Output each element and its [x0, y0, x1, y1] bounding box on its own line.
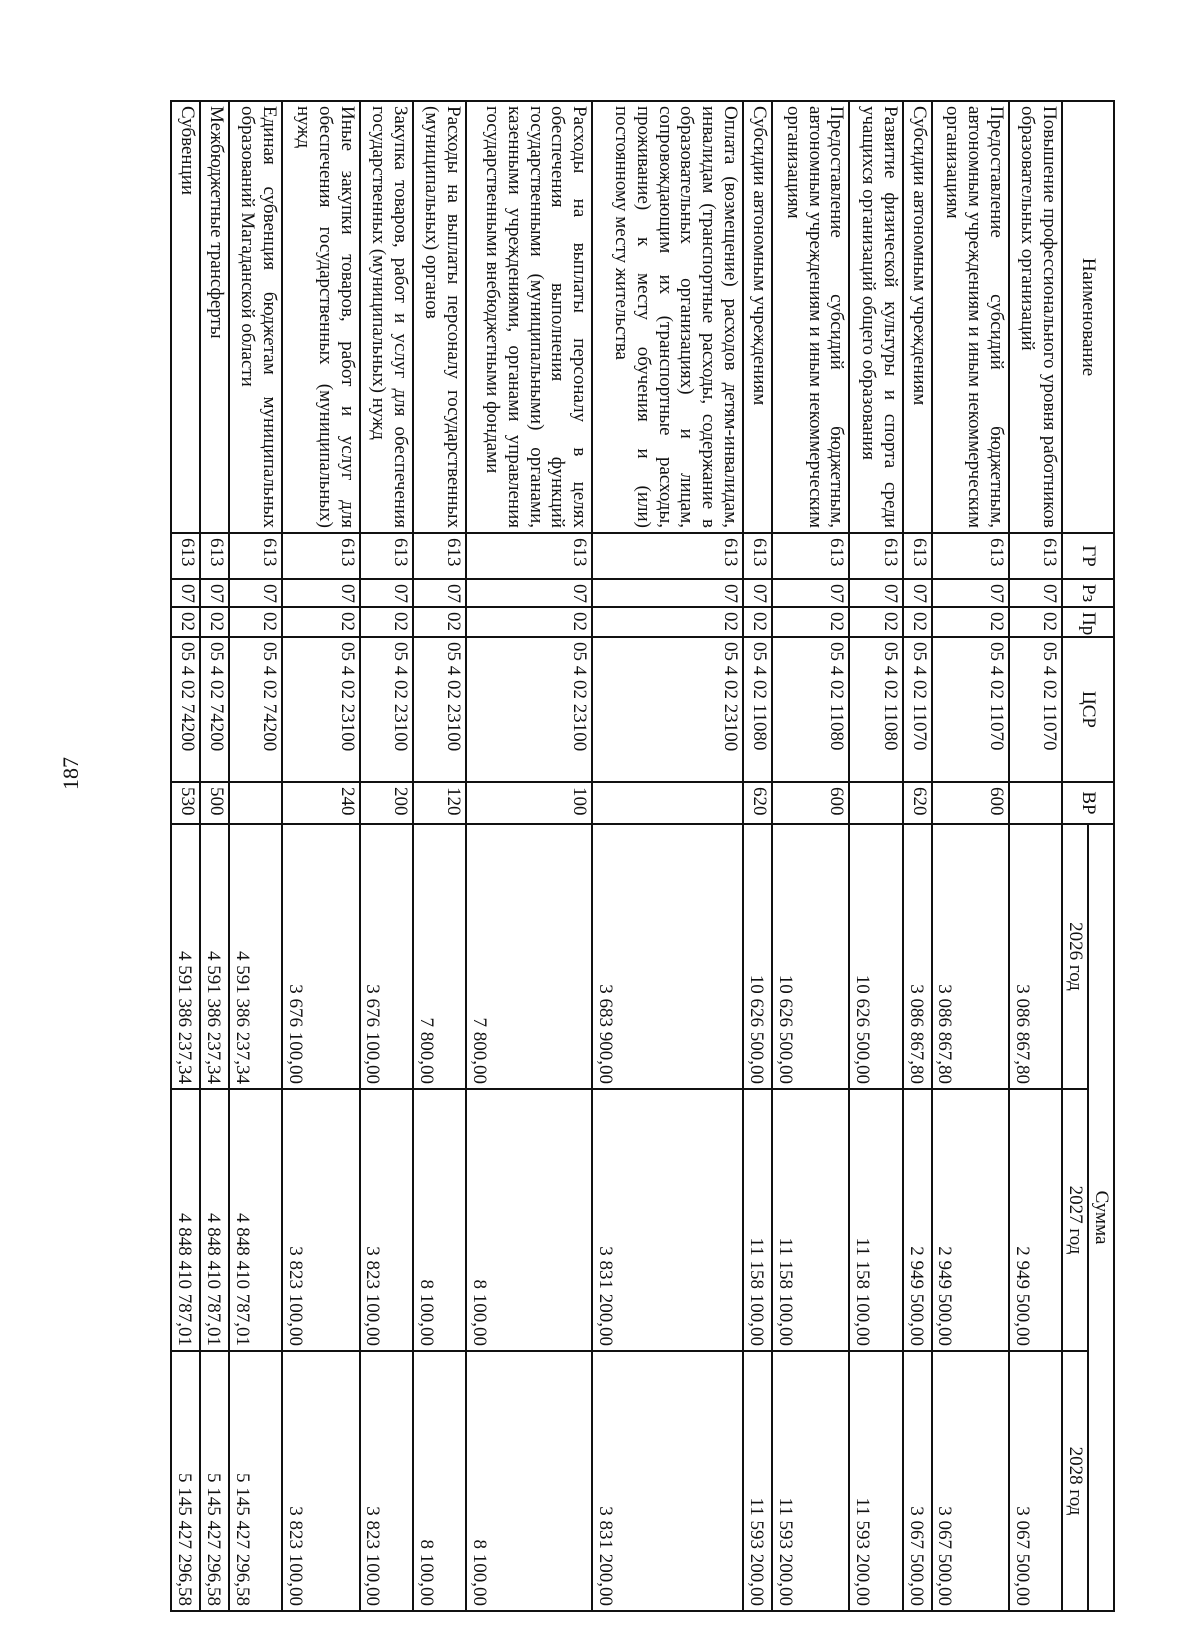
cell-vr: 120 [413, 782, 466, 824]
cell-name: Предоставление субсидий бюджетным, автономным учреждениям и иным некоммерческим организациям [932, 101, 1010, 533]
cell-csr: 05 4 02 23100 [413, 637, 466, 782]
cell-gr: 613 [743, 533, 772, 579]
cell-name: Повышение профессионального уровня работников образовательных организаций [1009, 101, 1062, 533]
cell-gr: 613 [1009, 533, 1062, 579]
cell-amount-2028: 11 593 200,00 [743, 1351, 772, 1611]
table-row [932, 101, 1010, 1611]
cell-gr: 613 [413, 533, 466, 579]
cell-rz: 07 [466, 579, 592, 607]
cell-pr: 02 [592, 607, 743, 637]
cell-amount-2027: 2 949 500,00 [903, 1089, 932, 1351]
table-body [171, 101, 1062, 1611]
table-row [360, 101, 413, 1611]
cell-name: Субсидии автономным учреждениям [743, 101, 772, 533]
cell-amount-2027: 4 848 410 787,01 [171, 1089, 200, 1351]
cell-amount-2028: 8 100,00 [466, 1351, 592, 1611]
cell-vr: 600 [772, 782, 850, 824]
table-row [229, 101, 282, 1611]
cell-pr: 02 [743, 607, 772, 637]
cell-amount-2027: 11 158 100,00 [743, 1089, 772, 1351]
header-year-2027: 2027 год [1062, 1089, 1088, 1351]
cell-amount-2028: 11 593 200,00 [849, 1351, 902, 1611]
cell-vr: 200 [360, 782, 413, 824]
cell-pr: 02 [282, 607, 360, 637]
cell-amount-2026: 3 676 100,00 [360, 824, 413, 1089]
page-number: 187 [58, 757, 83, 790]
header-gr: ГР [1062, 533, 1114, 579]
cell-vr [849, 782, 902, 824]
table-row [1009, 101, 1062, 1611]
cell-amount-2028: 3 067 500,00 [1009, 1351, 1062, 1611]
cell-name: Расходы на выплаты персоналу в целях обеспечения выполнения функций государственными (муниципальными) органами, казенными учреждениями, органами управления государственными внебюджетными фондами [466, 101, 592, 533]
cell-amount-2028: 3 823 100,00 [360, 1351, 413, 1611]
cell-amount-2026: 10 626 500,00 [743, 824, 772, 1089]
cell-csr: 05 4 02 11080 [849, 637, 902, 782]
cell-amount-2026: 4 591 386 237,34 [200, 824, 229, 1089]
cell-rz: 07 [282, 579, 360, 607]
cell-vr: 620 [903, 782, 932, 824]
table-row [903, 101, 932, 1611]
cell-amount-2028: 5 145 427 296,58 [229, 1351, 282, 1611]
cell-pr: 02 [903, 607, 932, 637]
cell-amount-2028: 5 145 427 296,58 [200, 1351, 229, 1611]
table-row [592, 101, 743, 1611]
cell-name: Расходы на выплаты персоналу государственных (муниципальных) органов [413, 101, 466, 533]
header-csr: ЦСР [1062, 637, 1114, 782]
cell-amount-2026: 3 676 100,00 [282, 824, 360, 1089]
cell-amount-2026: 10 626 500,00 [849, 824, 902, 1089]
header-rz: Рз [1062, 579, 1114, 607]
cell-pr: 02 [849, 607, 902, 637]
cell-pr: 02 [772, 607, 850, 637]
cell-rz: 07 [171, 579, 200, 607]
cell-vr [1009, 782, 1062, 824]
cell-csr: 05 4 02 74200 [200, 637, 229, 782]
cell-vr: 620 [743, 782, 772, 824]
cell-amount-2028: 3 067 500,00 [903, 1351, 932, 1611]
table-row [466, 101, 592, 1611]
cell-amount-2027: 4 848 410 787,01 [229, 1089, 282, 1351]
cell-pr: 02 [200, 607, 229, 637]
cell-csr: 05 4 02 74200 [229, 637, 282, 782]
cell-amount-2026: 3 086 867,80 [903, 824, 932, 1089]
cell-amount-2026: 7 800,00 [413, 824, 466, 1089]
cell-amount-2027: 11 158 100,00 [772, 1089, 850, 1351]
cell-amount-2028: 3 831 200,00 [592, 1351, 743, 1611]
cell-pr: 02 [932, 607, 1010, 637]
cell-amount-2027: 3 823 100,00 [360, 1089, 413, 1351]
cell-gr: 613 [903, 533, 932, 579]
table-row [282, 101, 360, 1611]
cell-gr: 613 [229, 533, 282, 579]
cell-name: Развитие физической культуры и спорта среди учащихся организаций общего образования [849, 101, 902, 533]
cell-rz: 07 [903, 579, 932, 607]
header-row-top [1088, 101, 1114, 1611]
cell-amount-2026: 4 591 386 237,34 [171, 824, 200, 1089]
cell-csr: 05 4 02 74200 [171, 637, 200, 782]
cell-amount-2028: 11 593 200,00 [772, 1351, 850, 1611]
cell-pr: 02 [171, 607, 200, 637]
cell-gr: 613 [772, 533, 850, 579]
cell-rz: 07 [229, 579, 282, 607]
cell-gr: 613 [932, 533, 1010, 579]
cell-amount-2028: 5 145 427 296,58 [171, 1351, 200, 1611]
cell-rz: 07 [360, 579, 413, 607]
cell-name: Межбюджетные трансферты [200, 101, 229, 533]
cell-amount-2028: 3 823 100,00 [282, 1351, 360, 1611]
cell-amount-2027: 3 823 100,00 [282, 1089, 360, 1351]
cell-amount-2027: 2 949 500,00 [932, 1089, 1010, 1351]
cell-amount-2028: 3 067 500,00 [932, 1351, 1010, 1611]
cell-vr: 530 [171, 782, 200, 824]
table-row [772, 101, 850, 1611]
table-row [171, 101, 200, 1611]
cell-vr: 600 [932, 782, 1010, 824]
cell-gr: 613 [849, 533, 902, 579]
cell-rz: 07 [772, 579, 850, 607]
cell-pr: 02 [413, 607, 466, 637]
cell-vr: 500 [200, 782, 229, 824]
cell-vr [592, 782, 743, 824]
cell-csr: 05 4 02 11070 [932, 637, 1010, 782]
cell-amount-2026: 7 800,00 [466, 824, 592, 1089]
header-vr: ВР [1062, 782, 1114, 824]
cell-amount-2026: 10 626 500,00 [772, 824, 850, 1089]
cell-amount-2026: 3 086 867,80 [932, 824, 1010, 1089]
header-year-2028: 2028 год [1062, 1351, 1088, 1611]
cell-rz: 07 [413, 579, 466, 607]
cell-csr: 05 4 02 11080 [743, 637, 772, 782]
cell-amount-2027: 11 158 100,00 [849, 1089, 902, 1351]
header-year-2026: 2026 год [1062, 824, 1088, 1089]
cell-csr: 05 4 02 11070 [1009, 637, 1062, 782]
cell-rz: 07 [592, 579, 743, 607]
cell-csr: 05 4 02 23100 [592, 637, 743, 782]
cell-name: Субсидии автономным учреждениям [903, 101, 932, 533]
cell-amount-2027: 8 100,00 [466, 1089, 592, 1351]
cell-gr: 613 [466, 533, 592, 579]
cell-csr: 05 4 02 23100 [360, 637, 413, 782]
header-pr: Пр [1062, 607, 1114, 637]
table-row [413, 101, 466, 1611]
header-name: Наименование [1062, 101, 1114, 533]
cell-name: Закупка товаров, работ и услуг для обеспечения государственных (муниципальных) нужд [360, 101, 413, 533]
cell-rz: 07 [200, 579, 229, 607]
cell-amount-2026: 4 591 386 237,34 [229, 824, 282, 1089]
budget-table-container [170, 100, 1115, 1610]
cell-amount-2027: 2 949 500,00 [1009, 1089, 1062, 1351]
cell-vr: 240 [282, 782, 360, 824]
cell-csr: 05 4 02 23100 [282, 637, 360, 782]
cell-vr [229, 782, 282, 824]
cell-amount-2028: 8 100,00 [413, 1351, 466, 1611]
cell-gr: 613 [360, 533, 413, 579]
header-sum: Сумма [1088, 824, 1114, 1611]
cell-rz: 07 [1009, 579, 1062, 607]
cell-amount-2027: 3 831 200,00 [592, 1089, 743, 1351]
cell-amount-2027: 8 100,00 [413, 1089, 466, 1351]
cell-vr: 100 [466, 782, 592, 824]
cell-name: Субвенции [171, 101, 200, 533]
cell-amount-2026: 3 683 900,00 [592, 824, 743, 1089]
table-row [849, 101, 902, 1611]
cell-csr: 05 4 02 11080 [772, 637, 850, 782]
cell-csr: 05 4 02 23100 [466, 637, 592, 782]
cell-pr: 02 [229, 607, 282, 637]
cell-name: Иные закупки товаров, работ и услуг для обеспечения государственных (муниципальных) нужд [282, 101, 360, 533]
cell-gr: 613 [282, 533, 360, 579]
cell-name: Оплата (возмещение) расходов детям-инвалидам, инвалидам (транспортные расходы, содержание в образовательных организациях) и лицам, сопровождающим их (транспортные расходы, проживание) к месту обучения и (или) постоянному месту жительства [592, 101, 743, 533]
cell-name: Предоставление субсидий бюджетным, автономным учреждениям и иным некоммерческим организациям [772, 101, 850, 533]
cell-amount-2026: 3 086 867,80 [1009, 824, 1062, 1089]
cell-amount-2027: 4 848 410 787,01 [200, 1089, 229, 1351]
cell-rz: 07 [932, 579, 1010, 607]
table-row [743, 101, 772, 1611]
cell-pr: 02 [1009, 607, 1062, 637]
cell-rz: 07 [743, 579, 772, 607]
cell-rz: 07 [849, 579, 902, 607]
table-row [200, 101, 229, 1611]
cell-gr: 613 [200, 533, 229, 579]
budget-table [170, 100, 1115, 1612]
cell-csr: 05 4 02 11070 [903, 637, 932, 782]
cell-gr: 613 [171, 533, 200, 579]
cell-name: Единая субвенция бюджетам муниципальных образований Магаданской области [229, 101, 282, 533]
cell-gr: 613 [592, 533, 743, 579]
cell-pr: 02 [360, 607, 413, 637]
cell-pr: 02 [466, 607, 592, 637]
